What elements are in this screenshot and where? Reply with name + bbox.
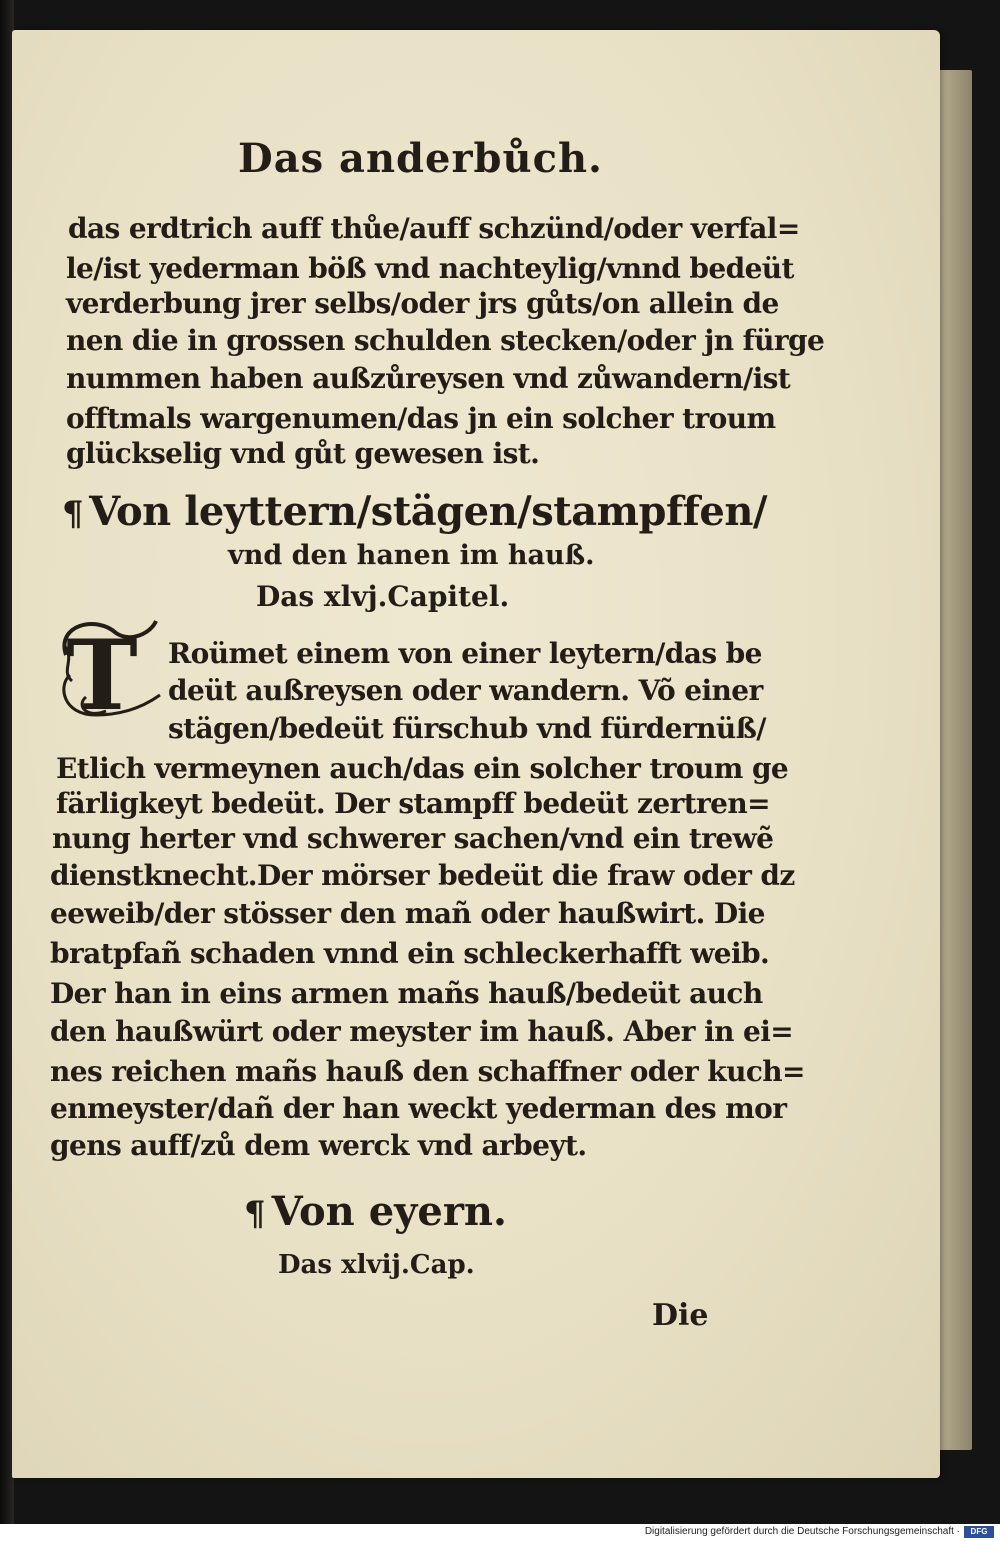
body-line: das erdtrich auff thůe/auff schzünd/oder verfal= xyxy=(68,212,800,245)
body-line: stägen/bedeüt fürschub vnd fürdernüß/ xyxy=(168,712,766,745)
ornament-flourish-icon xyxy=(56,615,164,727)
body-line: nummen haben außzůreysen vnd zůwandern/ist xyxy=(66,362,791,395)
body-line: den haußwürt oder meyster im hauß. Aber in ei= xyxy=(50,1015,794,1048)
body-line: le/ist yederman böß vnd nachteylig/vnnd bedeüt xyxy=(66,252,794,285)
body-line: offtmals wargenumen/das jn ein solcher troum xyxy=(66,402,776,435)
initial-letter: T xyxy=(66,619,138,727)
chapter-label: Das xlvij.Cap. xyxy=(278,1250,475,1280)
body-line: glückselig vnd gůt gewesen ist. xyxy=(66,437,540,470)
body-line: verderbung jrer selbs/oder jrs gůts/on allein de xyxy=(66,287,779,320)
body-line: Der han in eins armen mañs hauß/bedeüt auch xyxy=(50,977,763,1010)
section-heading xyxy=(62,488,767,535)
body-line: eeweib/der stösser den mañ oder haußwirt. Die xyxy=(50,897,765,930)
chapter-label: Das xlvj.Capitel. xyxy=(256,580,510,613)
pilcrow-icon: ¶ xyxy=(244,1194,266,1234)
body-line: enmeyster/dañ der han weckt yederman des mor xyxy=(50,1092,787,1125)
dfg-logo-icon: DFG xyxy=(964,1526,994,1538)
decorated-initial xyxy=(56,615,164,727)
funding-credit: Digitalisierung gefördert durch die Deutsche Forschungsgemeinschaft · xyxy=(644,1526,960,1537)
body-line: Etlich vermeynen auch/das ein solcher troum ge xyxy=(56,752,789,785)
catchword: Die xyxy=(652,1298,709,1333)
body-line: nes reichen mañs hauß den schaffner oder kuch= xyxy=(50,1055,805,1088)
body-line: deüt außreysen oder wandern. Võ einer xyxy=(168,674,763,707)
footer-bar xyxy=(0,1524,1000,1541)
body-line: dienstknecht.Der mörser bedeüt die fraw oder dz xyxy=(50,859,795,892)
body-line: Roümet einem von einer leytern/das be xyxy=(168,637,762,670)
running-header: Das anderbůch. xyxy=(238,135,603,182)
body-line: gens auff/zů dem werck vnd arbeyt. xyxy=(50,1129,587,1162)
section-heading xyxy=(244,1188,507,1235)
body-line: färligkeyt bedeüt. Der stampff bedeüt zertren= xyxy=(56,787,771,820)
body-line: bratpfañ schaden vnnd ein schleckerhafft weib. xyxy=(50,937,770,970)
section-heading-text: Von eyern. xyxy=(271,1188,507,1235)
section-heading-continued: vnd den hanen im hauß. xyxy=(228,540,595,571)
body-line: nung herter vnd schwerer sachen/vnd ein trewẽ xyxy=(52,822,774,855)
section-heading-text: Von leyttern/stägen/stampffen/ xyxy=(89,488,768,535)
pilcrow-icon: ¶ xyxy=(62,494,84,534)
body-line: nen die in grossen schulden stecken/oder jn fürge xyxy=(66,324,825,357)
